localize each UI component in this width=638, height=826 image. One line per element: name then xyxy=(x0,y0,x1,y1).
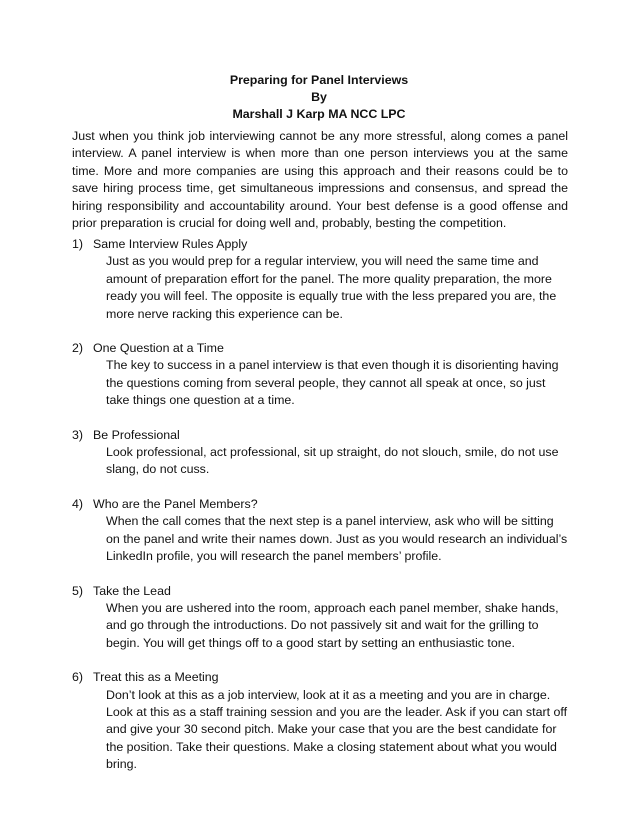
item-heading: Be Professional xyxy=(93,427,180,442)
item-body: Just as you would prep for a regular interview, you will need the same time and amount of preparation effort for the panel. The more quality preparation, the more ready you will feel. The opposite is equally true with the less prepared you are, the more nerve racking this experience can be. xyxy=(106,254,557,321)
list-item xyxy=(72,496,568,566)
item-number: 2) xyxy=(72,341,84,356)
item-body: When you are ushered into the room, approach each panel member, shake hands, and go through the introductions. Do not passively sit and wait for the grilling to begin. You will get things off to a good start by setting an enthusiastic tone. xyxy=(106,600,559,650)
item-heading: Who are the Panel Members? xyxy=(93,496,258,511)
item-heading: One Question at a Time xyxy=(93,341,224,356)
list-item xyxy=(72,236,568,323)
item-heading: Take the Lead xyxy=(93,583,171,598)
item-body: Don’t look at this as a job interview, look at it as a meeting and you are in charge. Look at this as a staff training session and you are the leader. Ask if you can start off and give your 30 second pitch. Make your case that you are the best candidate for the position. Take their questions. Make a closing statement about what you would bring. xyxy=(106,687,568,772)
item-body: Look professional, act professional, sit up straight, do not slouch, smile, do not use slang, do not cuss. xyxy=(106,445,559,477)
document-title: Preparing for Panel Interviews xyxy=(229,73,409,87)
list-item xyxy=(72,427,568,479)
author-name: Marshall J Karp MA NCC LPC xyxy=(232,107,406,121)
item-body: The key to success in a panel interview is that even though it is disorienting having the questions coming from several people, they cannot all speak at once, so just take things one question at a time. xyxy=(106,358,559,408)
item-number: 5) xyxy=(72,583,84,598)
item-body: When the call comes that the next step is a panel interview, ask who will be sitting on the panel and write their names down. Just as you would research an individual’s LinkedIn profile, you will research the panel members’ profile. xyxy=(106,514,568,564)
item-heading: Treat this as a Meeting xyxy=(93,670,219,685)
byline: By xyxy=(311,90,327,104)
item-number: 1) xyxy=(72,237,84,251)
item-heading: Same Interview Rules Apply xyxy=(93,237,248,251)
tips-list xyxy=(72,236,568,791)
list-item xyxy=(72,340,568,410)
item-number: 6) xyxy=(72,670,84,685)
item-number: 4) xyxy=(72,496,84,511)
intro-paragraph: Just when you think job interviewing cannot be any more stressful, along comes a panel interview. A panel interview is when more than one person interviews you at the same time. More and more companies are using this approach and their reasons could be to save hiring process time, get simultaneous impressions and consensus, and spread the hiring responsibility and accountability around. Your best defense is a good offense and prior preparation is crucial for doing well and, probably, besting the competition. xyxy=(72,129,568,231)
list-item xyxy=(72,583,568,653)
list-item xyxy=(72,669,568,773)
item-number: 3) xyxy=(72,427,84,442)
title-block xyxy=(0,72,638,123)
